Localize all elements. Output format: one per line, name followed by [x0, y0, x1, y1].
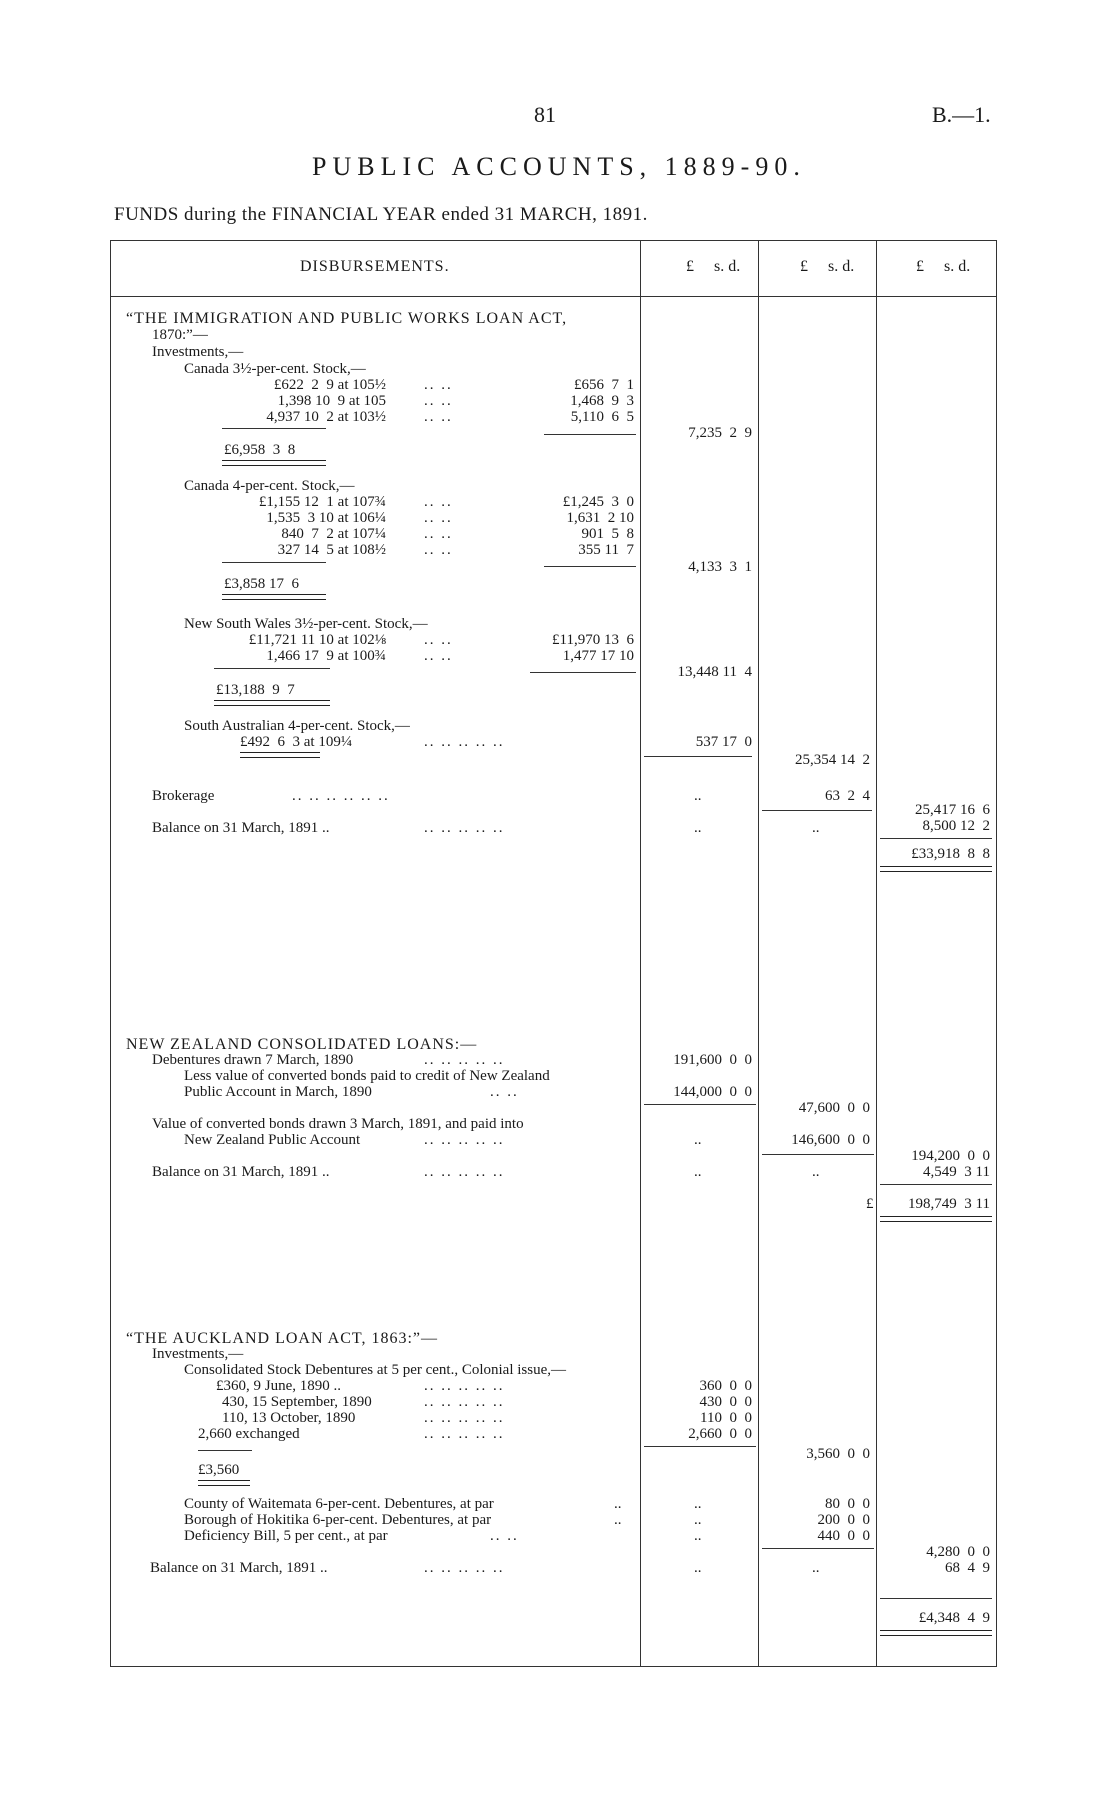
nz-balance-amount: 4,549 3 11	[923, 1164, 990, 1180]
auckland-row-4-desc: 2,660 exchanged	[198, 1426, 300, 1442]
auckland-row-3-amount: 110 0 0	[700, 1410, 752, 1426]
auckland-other-3-amount: 440 0 0	[817, 1528, 870, 1544]
nz-value-amount: 146,600 0 0	[791, 1132, 870, 1148]
leader-dots: ..	[614, 1496, 622, 1512]
rule	[880, 838, 992, 839]
leader-dots: ..	[694, 788, 702, 804]
leader-dots: ..	[694, 1528, 702, 1544]
rule	[544, 434, 636, 435]
leader-dots: ..	[694, 1164, 702, 1180]
leader-dots: .. ..	[424, 409, 453, 425]
nz-debentures-label: Debentures drawn 7 March, 1890	[152, 1052, 354, 1068]
double-rule	[240, 752, 320, 758]
auckland-total: £4,348 4 9	[918, 1610, 990, 1626]
canada-35-row-1-desc: £622 2 9 at 105½	[273, 377, 386, 393]
canada-4-row-4-amount: 355 11 7	[578, 542, 634, 558]
rule	[644, 1104, 756, 1105]
col2-currency-header: £ s. d.	[800, 258, 855, 275]
leader-dots: .. ..	[424, 393, 453, 409]
rule	[222, 428, 326, 429]
leader-dots: .. .. .. .. ..	[424, 1052, 505, 1068]
page-reference: B.—1.	[932, 102, 991, 127]
canada-4-row-1-amount: £1,245 3 0	[562, 494, 634, 510]
leader-dots: .. .. .. .. .. ..	[292, 788, 390, 804]
auckland-consolidated-total: 3,560 0 0	[806, 1446, 870, 1462]
auckland-other-2-amount: 200 0 0	[817, 1512, 870, 1528]
leader-dots: ..	[694, 820, 702, 836]
double-rule	[880, 1216, 992, 1222]
leader-dots: .. .. .. .. ..	[424, 1164, 505, 1180]
col3-currency-header: £ s. d.	[916, 258, 971, 275]
canada-4-row-3-desc: 840 7 2 at 107¼	[281, 526, 386, 542]
auckland-balance-label: Balance on 31 March, 1891 ..	[150, 1560, 328, 1576]
leader-dots: .. ..	[424, 377, 453, 393]
leader-dots: .. ..	[424, 510, 453, 526]
leader-dots: .. .. .. .. ..	[424, 1132, 505, 1148]
immigration-heading: “THE IMMIGRATION AND PUBLIC WORKS LOAN ACT,	[126, 310, 568, 327]
col2-rule	[758, 240, 759, 1667]
canada-35-total: 7,235 2 9	[688, 425, 752, 441]
nsw-row-1-amount: £11,970 13 6	[552, 632, 634, 648]
leader-dots: .. ..	[424, 632, 453, 648]
auckland-row-2-amount: 430 0 0	[699, 1394, 752, 1410]
nsw-sum: £13,188 9 7	[216, 682, 295, 698]
leader-dots: ..	[694, 1132, 702, 1148]
double-rule	[214, 700, 330, 706]
leader-dots: .. .. .. .. ..	[424, 1394, 505, 1410]
rule	[880, 1598, 992, 1599]
col1-rule	[640, 240, 641, 1667]
leader-dots: .. .. .. .. ..	[424, 734, 505, 750]
nz-heading: NEW ZEALAND CONSOLIDATED LOANS:—	[126, 1036, 478, 1053]
nz-less-amount: 144,000 0 0	[673, 1084, 752, 1100]
sa-total: 537 17 0	[695, 734, 752, 750]
auckland-sum: £3,560	[198, 1462, 240, 1478]
auckland-other-1-desc: County of Waitemata 6-per-cent. Debentures, at par	[184, 1496, 494, 1512]
table-header-rule	[110, 296, 996, 297]
nz-subtotal: 194,200 0 0	[911, 1148, 990, 1164]
nz-less-line-1: Less value of converted bonds paid to credit of New Zealand	[184, 1068, 550, 1084]
rule	[198, 1450, 252, 1451]
leader-dots: .. ..	[490, 1528, 519, 1544]
auckland-row-4-amount: 2,660 0 0	[688, 1426, 752, 1442]
double-rule	[222, 460, 326, 466]
canada-4-sum: £3,858 17 6	[224, 576, 299, 592]
sa-label: South Australian 4-per-cent. Stock,—	[184, 718, 410, 734]
leader-dots: ..	[812, 1560, 820, 1576]
canada-35-label: Canada 3½-per-cent. Stock,—	[184, 361, 366, 377]
canada-35-sum: £6,958 3 8	[224, 442, 296, 458]
rule	[880, 1184, 992, 1185]
canada-35-row-1-amount: £656 7 1	[574, 377, 634, 393]
nsw-row-2-amount: 1,477 17 10	[562, 648, 634, 664]
page-title: PUBLIC ACCOUNTS, 1889-90.	[312, 152, 806, 181]
leader-dots: .. .. .. .. ..	[424, 1426, 505, 1442]
double-rule	[880, 1630, 992, 1636]
leader-dots: .. ..	[424, 648, 453, 664]
nsw-row-1-desc: £11,721 11 10 at 102⅛	[248, 632, 386, 648]
leader-dots: .. .. .. .. ..	[424, 1560, 505, 1576]
disbursements-heading: DISBURSEMENTS.	[300, 258, 450, 275]
auckland-row-2-desc: 430, 15 September, 1890	[222, 1394, 372, 1410]
rule	[644, 756, 752, 757]
rule	[222, 562, 326, 563]
canada-4-row-4-desc: 327 14 5 at 108½	[277, 542, 386, 558]
leader-dots: .. .. .. .. ..	[424, 820, 505, 836]
col1-currency-header: £ s. d.	[686, 258, 741, 275]
canada-4-row-2-desc: 1,535 3 10 at 106¼	[266, 510, 386, 526]
rule	[762, 810, 872, 811]
leader-dots: ..	[812, 1164, 820, 1180]
nz-value-line-2: New Zealand Public Account	[184, 1132, 361, 1148]
immigration-total: £33,918 8 8	[911, 846, 990, 862]
leader-dots: ..	[694, 1512, 702, 1528]
table-top-rule	[110, 240, 996, 241]
leader-dots: .. ..	[424, 542, 453, 558]
auckland-subtotal: 4,280 0 0	[926, 1544, 990, 1560]
canada-35-row-2-desc: 1,398 10 9 at 105	[277, 393, 386, 409]
double-rule	[222, 594, 326, 600]
auckland-balance-amount: 68 4 9	[945, 1560, 990, 1576]
table-right-rule	[996, 240, 997, 1667]
immigration-balance-amount: 8,500 12 2	[922, 818, 990, 834]
auckland-row-3-desc: 110, 13 October, 1890	[222, 1410, 356, 1426]
brokerage-amount: 63 2 4	[825, 788, 870, 804]
double-rule	[198, 1480, 250, 1486]
double-rule	[880, 866, 992, 872]
canada-35-row-2-amount: 1,468 9 3	[570, 393, 634, 409]
nz-value-line-1: Value of converted bonds drawn 3 March, 1891, and paid into	[152, 1116, 524, 1132]
leader-dots: ..	[694, 1496, 702, 1512]
canada-4-row-3-amount: 901 5 8	[581, 526, 634, 542]
leader-dots: .. .. .. .. ..	[424, 1410, 505, 1426]
rule	[544, 566, 636, 567]
auckland-other-3-desc: Deficiency Bill, 5 per cent., at par	[184, 1528, 388, 1544]
canada-35-row-3-desc: 4,937 10 2 at 103½	[266, 409, 386, 425]
auckland-heading: “THE AUCKLAND LOAN ACT, 1863:”—	[126, 1330, 439, 1347]
nz-net-amount: 47,600 0 0	[798, 1100, 870, 1116]
canada-4-row-2-amount: 1,631 2 10	[566, 510, 634, 526]
canada-4-label: Canada 4-per-cent. Stock,—	[184, 478, 355, 494]
investments-total: 25,354 14 2	[795, 752, 870, 768]
auckland-other-2-desc: Borough of Hokitika 6-per-cent. Debentures, at par	[184, 1512, 492, 1528]
leader-dots: ..	[812, 820, 820, 836]
nsw-label: New South Wales 3½-per-cent. Stock,—	[184, 616, 428, 632]
canada-4-row-1-desc: £1,155 12 1 at 107¾	[258, 494, 386, 510]
nz-balance-label: Balance on 31 March, 1891 ..	[152, 1164, 330, 1180]
brokerage-label: Brokerage	[152, 788, 215, 804]
auckland-investments-label: Investments,—	[152, 1346, 244, 1362]
immigration-investments-label: Investments,—	[152, 344, 244, 360]
leader-dots: ..	[694, 1560, 702, 1576]
sa-row-desc: £492 6 3 at 109¼	[240, 734, 353, 750]
nsw-total: 13,448 11 4	[677, 664, 752, 680]
canada-4-total: 4,133 3 1	[688, 559, 752, 575]
nz-total: 198,749 3 11	[908, 1196, 990, 1212]
leader-dots: .. ..	[490, 1084, 519, 1100]
immigration-subtotal: 25,417 16 6	[915, 802, 990, 818]
auckland-other-1-amount: 80 0 0	[825, 1496, 870, 1512]
leader-dots: .. ..	[424, 494, 453, 510]
nz-total-currency: £	[866, 1196, 874, 1212]
leader-dots: ..	[614, 1512, 622, 1528]
nsw-row-2-desc: 1,466 17 9 at 100¾	[266, 648, 386, 664]
nz-less-line-2: Public Account in March, 1890	[184, 1084, 372, 1100]
immigration-heading-cont: 1870:”—	[152, 327, 208, 343]
rule	[762, 1154, 874, 1155]
rule	[214, 668, 330, 669]
table-bottom-rule	[110, 1666, 996, 1667]
leader-dots: .. .. .. .. ..	[424, 1378, 505, 1394]
auckland-row-1-amount: 360 0 0	[699, 1378, 752, 1394]
rule	[762, 1548, 874, 1549]
canada-35-row-3-amount: 5,110 6 5	[570, 409, 634, 425]
auckland-row-1-desc: £360, 9 June, 1890 ..	[216, 1378, 341, 1394]
page-number: 81	[534, 102, 556, 127]
table-left-rule	[110, 240, 111, 1667]
immigration-balance-label: Balance on 31 March, 1891 ..	[152, 820, 330, 836]
auckland-consolidated-label: Consolidated Stock Debentures at 5 per cent., Colonial issue,—	[184, 1362, 567, 1378]
rule	[530, 672, 636, 673]
nz-debentures-amount: 191,600 0 0	[673, 1052, 752, 1068]
rule	[644, 1446, 756, 1447]
leader-dots: .. ..	[424, 526, 453, 542]
page-subtitle: FUNDS during the FINANCIAL YEAR ended 31 MARCH, 1891.	[114, 204, 648, 225]
col3-rule	[876, 240, 877, 1667]
